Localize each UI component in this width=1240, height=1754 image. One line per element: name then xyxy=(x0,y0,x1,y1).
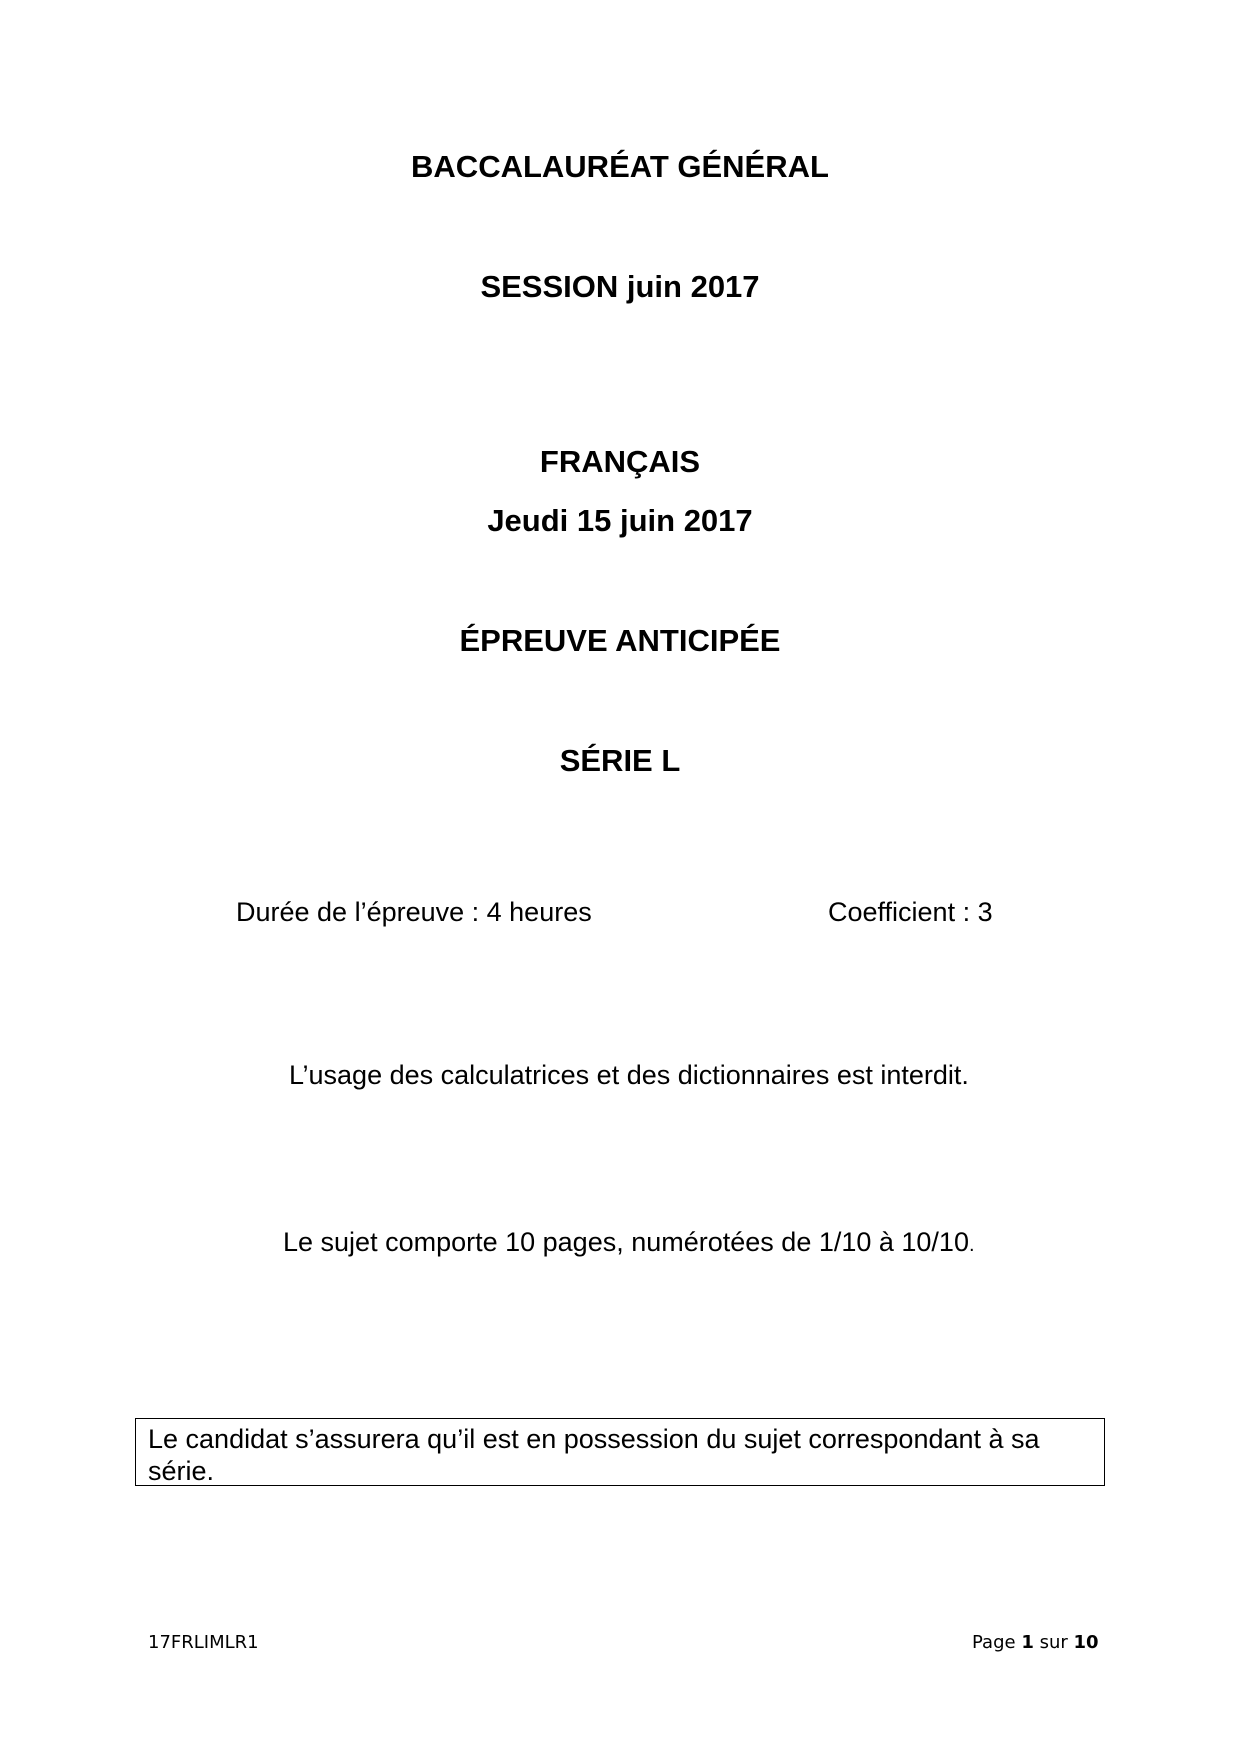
session-heading: SESSION juin 2017 xyxy=(480,269,760,304)
exam-date: Jeudi 15 juin 2017 xyxy=(487,503,753,538)
page-separator: sur xyxy=(1039,1632,1068,1653)
pages-info-text: Le sujet comporte 10 pages, numérotées de 1/10 à 10/10 xyxy=(283,1227,969,1257)
page-total: 10 xyxy=(1073,1632,1099,1653)
page-number xyxy=(972,1631,1099,1655)
calculator-rule: L’usage des calculatrices et des dictionnaires est interdit. xyxy=(289,1060,969,1090)
footer-code: 17FRLIMLR1 xyxy=(148,1632,259,1653)
exam-duration: Durée de l’épreuve : 4 heures xyxy=(236,897,592,927)
pages-info-period: . xyxy=(968,1234,975,1256)
exam-type-heading: ÉPREUVE ANTICIPÉE xyxy=(459,623,781,658)
page-prefix: Page xyxy=(972,1632,1016,1653)
notice-box xyxy=(135,1418,1105,1486)
page-current: 1 xyxy=(1021,1632,1034,1653)
serie-heading: SÉRIE L xyxy=(559,743,681,778)
pages-info xyxy=(283,1225,975,1262)
notice-text: Le candidat s’assurera qu’il est en possession du sujet correspondant à sa série. xyxy=(148,1424,1040,1486)
subject-heading: FRANÇAIS xyxy=(539,444,701,479)
exam-coefficient: Coefficient : 3 xyxy=(828,897,993,927)
exam-title: BACCALAURÉAT GÉNÉRAL xyxy=(411,149,829,184)
